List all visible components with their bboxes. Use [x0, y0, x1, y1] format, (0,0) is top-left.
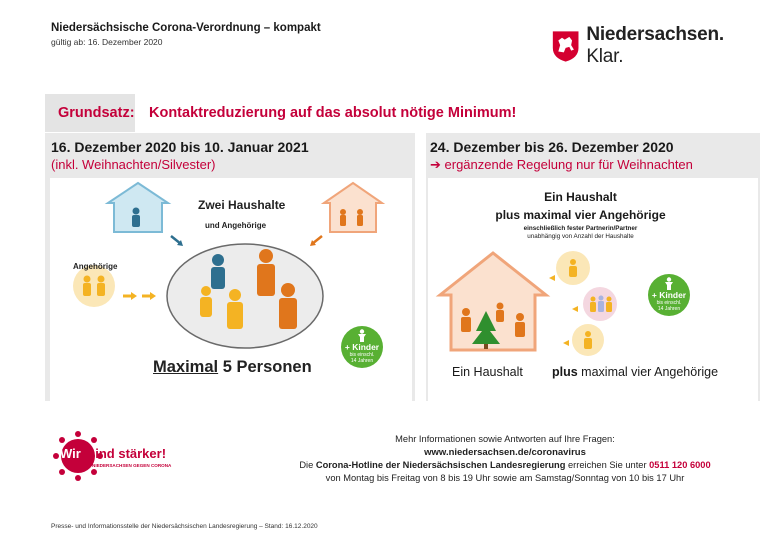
- panel-title: 16. Dezember 2020 bis 10. Januar 2021: [51, 139, 309, 155]
- period-panel-right: [426, 133, 760, 401]
- house-with-tree-icon: [440, 253, 546, 350]
- max-persons-text: Maximal 5 Personen: [153, 358, 312, 376]
- press-footer: Presse- und Informationsstelle der Niedersächsischen Landesregierung – Stand: 16.12.2020: [51, 523, 318, 530]
- panel-subtitle: (inkl. Weihnachten/Silvester): [51, 157, 216, 172]
- two-households-label: Zwei Haushalte: [198, 198, 286, 212]
- child-icon: [357, 329, 367, 343]
- panel-title: 24. Dezember bis 26. Dezember 2020: [430, 139, 674, 155]
- period-panel-left: [45, 133, 415, 401]
- relatives-label: Angehörige: [73, 262, 118, 271]
- rule-heading-2: plus maximal vier Angehörige: [495, 208, 666, 222]
- children-badge: + Kinder bis einschl. 14 Jahren: [341, 326, 383, 368]
- and-relatives-label: und Angehörige: [205, 221, 267, 230]
- illustration-card: [50, 178, 412, 401]
- orange-house-icon: [324, 183, 382, 232]
- brand-name: Niedersachsen. Klar.: [586, 24, 724, 67]
- document-title: Niedersächsische Corona-Verordnung – kompakt: [51, 22, 321, 34]
- contact-info: [250, 433, 760, 485]
- child-icon: [664, 277, 674, 291]
- principle-banner: [45, 94, 760, 132]
- relatives-icon: [73, 265, 115, 307]
- relatives-circles: [556, 251, 617, 356]
- caption-household: Ein Haushalt: [452, 365, 523, 379]
- children-badge: + Kinder bis einschl. 14 Jahren: [648, 274, 690, 316]
- illustration-card: [428, 178, 758, 401]
- hours-line: von Montag bis Freitag von 8 bis 19 Uhr sowie am Samstag/Sonntag von 10 bis 17 Uhr: [325, 473, 685, 483]
- hotline-number[interactable]: 0511 120 6000: [649, 460, 711, 470]
- validity-date: gültig ab: 16. Dezember 2020: [51, 37, 163, 47]
- principle-text: Kontaktreduzierung auf das absolut nötige Minimum!: [149, 105, 517, 121]
- info-url[interactable]: www.niedersachsen.de/coronavirus: [424, 447, 586, 458]
- rule-heading-1: Ein Haushalt: [544, 190, 617, 204]
- rule-note-1: einschließlich fester Partnerin/Partner: [523, 225, 638, 232]
- wir-subtitle: NIEDERSACHSEN GEGEN CORONA: [92, 463, 172, 468]
- caption-relatives: plus maximal vier Angehörige: [552, 365, 719, 379]
- panel-subtitle: ➔ ergänzende Regelung nur für Weihnachten: [430, 157, 693, 172]
- arrow-right-icon: ➔: [430, 157, 441, 172]
- brand-logo: [551, 26, 751, 66]
- horse-emblem-icon: [551, 28, 580, 64]
- rule-note-2: unabhängig von Anzahl der Haushalte: [527, 233, 634, 240]
- sind-staerker-text: sind stärker!: [88, 446, 167, 461]
- principle-label: Grundsatz:: [58, 105, 135, 121]
- wir-text: Wir: [60, 446, 81, 461]
- blue-house-icon: [108, 183, 168, 232]
- wir-sind-staerker-logo: [52, 430, 192, 482]
- hotline-line: Die Corona-Hotline der Niedersächsischen Landesregierung erreichen Sie unter 0511 120 6000: [299, 460, 711, 470]
- info-line: Mehr Informationen sowie Antworten auf Ihre Fragen:: [395, 434, 615, 444]
